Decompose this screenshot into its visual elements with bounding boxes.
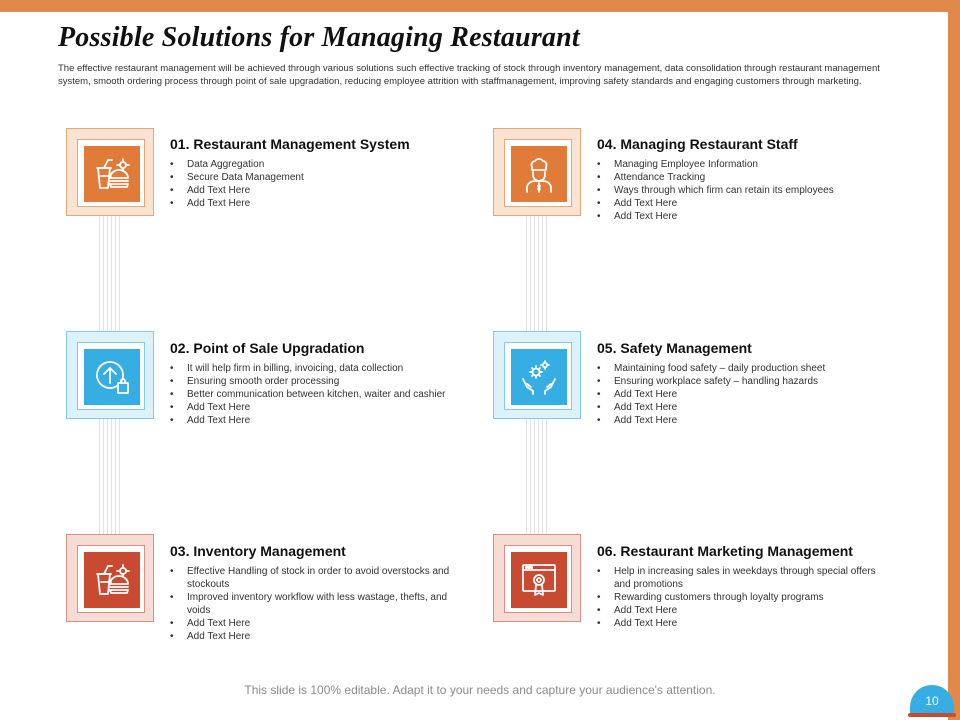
frame-top-border [0,0,960,12]
certificate-icon [511,552,567,608]
bullet-item: • Better communication between kitchen, waiter and cashier [170,388,460,401]
bullet-item: • Ways through which firm can retain its employees [597,184,887,197]
bullet-list [597,565,887,630]
bullet-item: • Add Text Here [597,388,887,401]
card-heading: 06. Restaurant Marketing Management [597,543,853,559]
bullet-item: • Rewarding customers through loyalty programs [597,591,887,604]
bullet-list [170,362,460,427]
bullet-item: • Add Text Here [597,401,887,414]
drink-burger-icon [84,146,140,202]
bullet-item: • Improved inventory workflow with less wastage, thefts, and voids [170,591,460,617]
frame-right-border [948,0,960,720]
bullet-item: • Secure Data Management [170,171,460,184]
bullet-list [597,362,887,427]
bullet-item: • Attendance Tracking [597,171,887,184]
icon-frame [66,128,154,216]
bullet-item: • Add Text Here [170,617,460,630]
slide-subtitle: The effective restaurant management will be achieved through various solutions such effective tracking of stock through inventory management, data consolidation through restaurant management system, smooth ordering process through point of sale upgradation, reducing employee attrition with staffmanagement, improving safety standards and engaging customers through marketing. [58,63,880,87]
card-heading: 05. Safety Management [597,340,752,356]
icon-frame [493,534,581,622]
page-number-badge [908,685,956,720]
bullet-item: • Managing Employee Information [597,158,887,171]
bullet-item: • Add Text Here [170,630,460,643]
bullet-item: • Add Text Here [170,184,460,197]
card-heading: 04. Managing Restaurant Staff [597,136,798,152]
bullet-item: • Add Text Here [597,604,887,617]
bullet-item: • Add Text Here [170,197,460,210]
bullet-list [170,565,460,643]
bullet-item: • Add Text Here [170,401,460,414]
page-number: 10 [925,694,939,708]
bullet-item: • Add Text Here [597,617,887,630]
bullet-item: • Help in increasing sales in weekdays through special offers and promotions [597,565,887,591]
bullet-item: • It will help firm in billing, invoicing, data collection [170,362,460,375]
bullet-item: • Add Text Here [597,197,887,210]
bullet-item: • Effective Handling of stock in order to avoid overstocks and stockouts [170,565,460,591]
chef-icon [511,146,567,202]
bullet-list [597,158,887,223]
upgrade-shopping-bag-icon [84,349,140,405]
card-heading: 03. Inventory Management [170,543,346,559]
bullet-item: • Ensuring smooth order processing [170,375,460,388]
drink-burger-icon [84,552,140,608]
hands-gears-icon [511,349,567,405]
bullet-item: • Data Aggregation [170,158,460,171]
bullet-item: • Maintaining food safety – daily production sheet [597,362,887,375]
bullet-list [170,158,460,210]
footer-note: This slide is 100% editable. Adapt it to your needs and capture your audience's attention. [244,683,716,697]
bullet-item: • Ensuring workplace safety – handling hazards [597,375,887,388]
icon-frame [493,128,581,216]
bullet-item: • Add Text Here [597,210,887,223]
bullet-item: • Add Text Here [170,414,460,427]
slide-title: Possible Solutions for Managing Restaurant [58,22,580,53]
card-heading: 02. Point of Sale Upgradation [170,340,365,356]
icon-frame [493,331,581,419]
card-heading: 01. Restaurant Management System [170,136,410,152]
icon-frame [66,331,154,419]
bullet-item: • Add Text Here [597,414,887,427]
icon-frame [66,534,154,622]
